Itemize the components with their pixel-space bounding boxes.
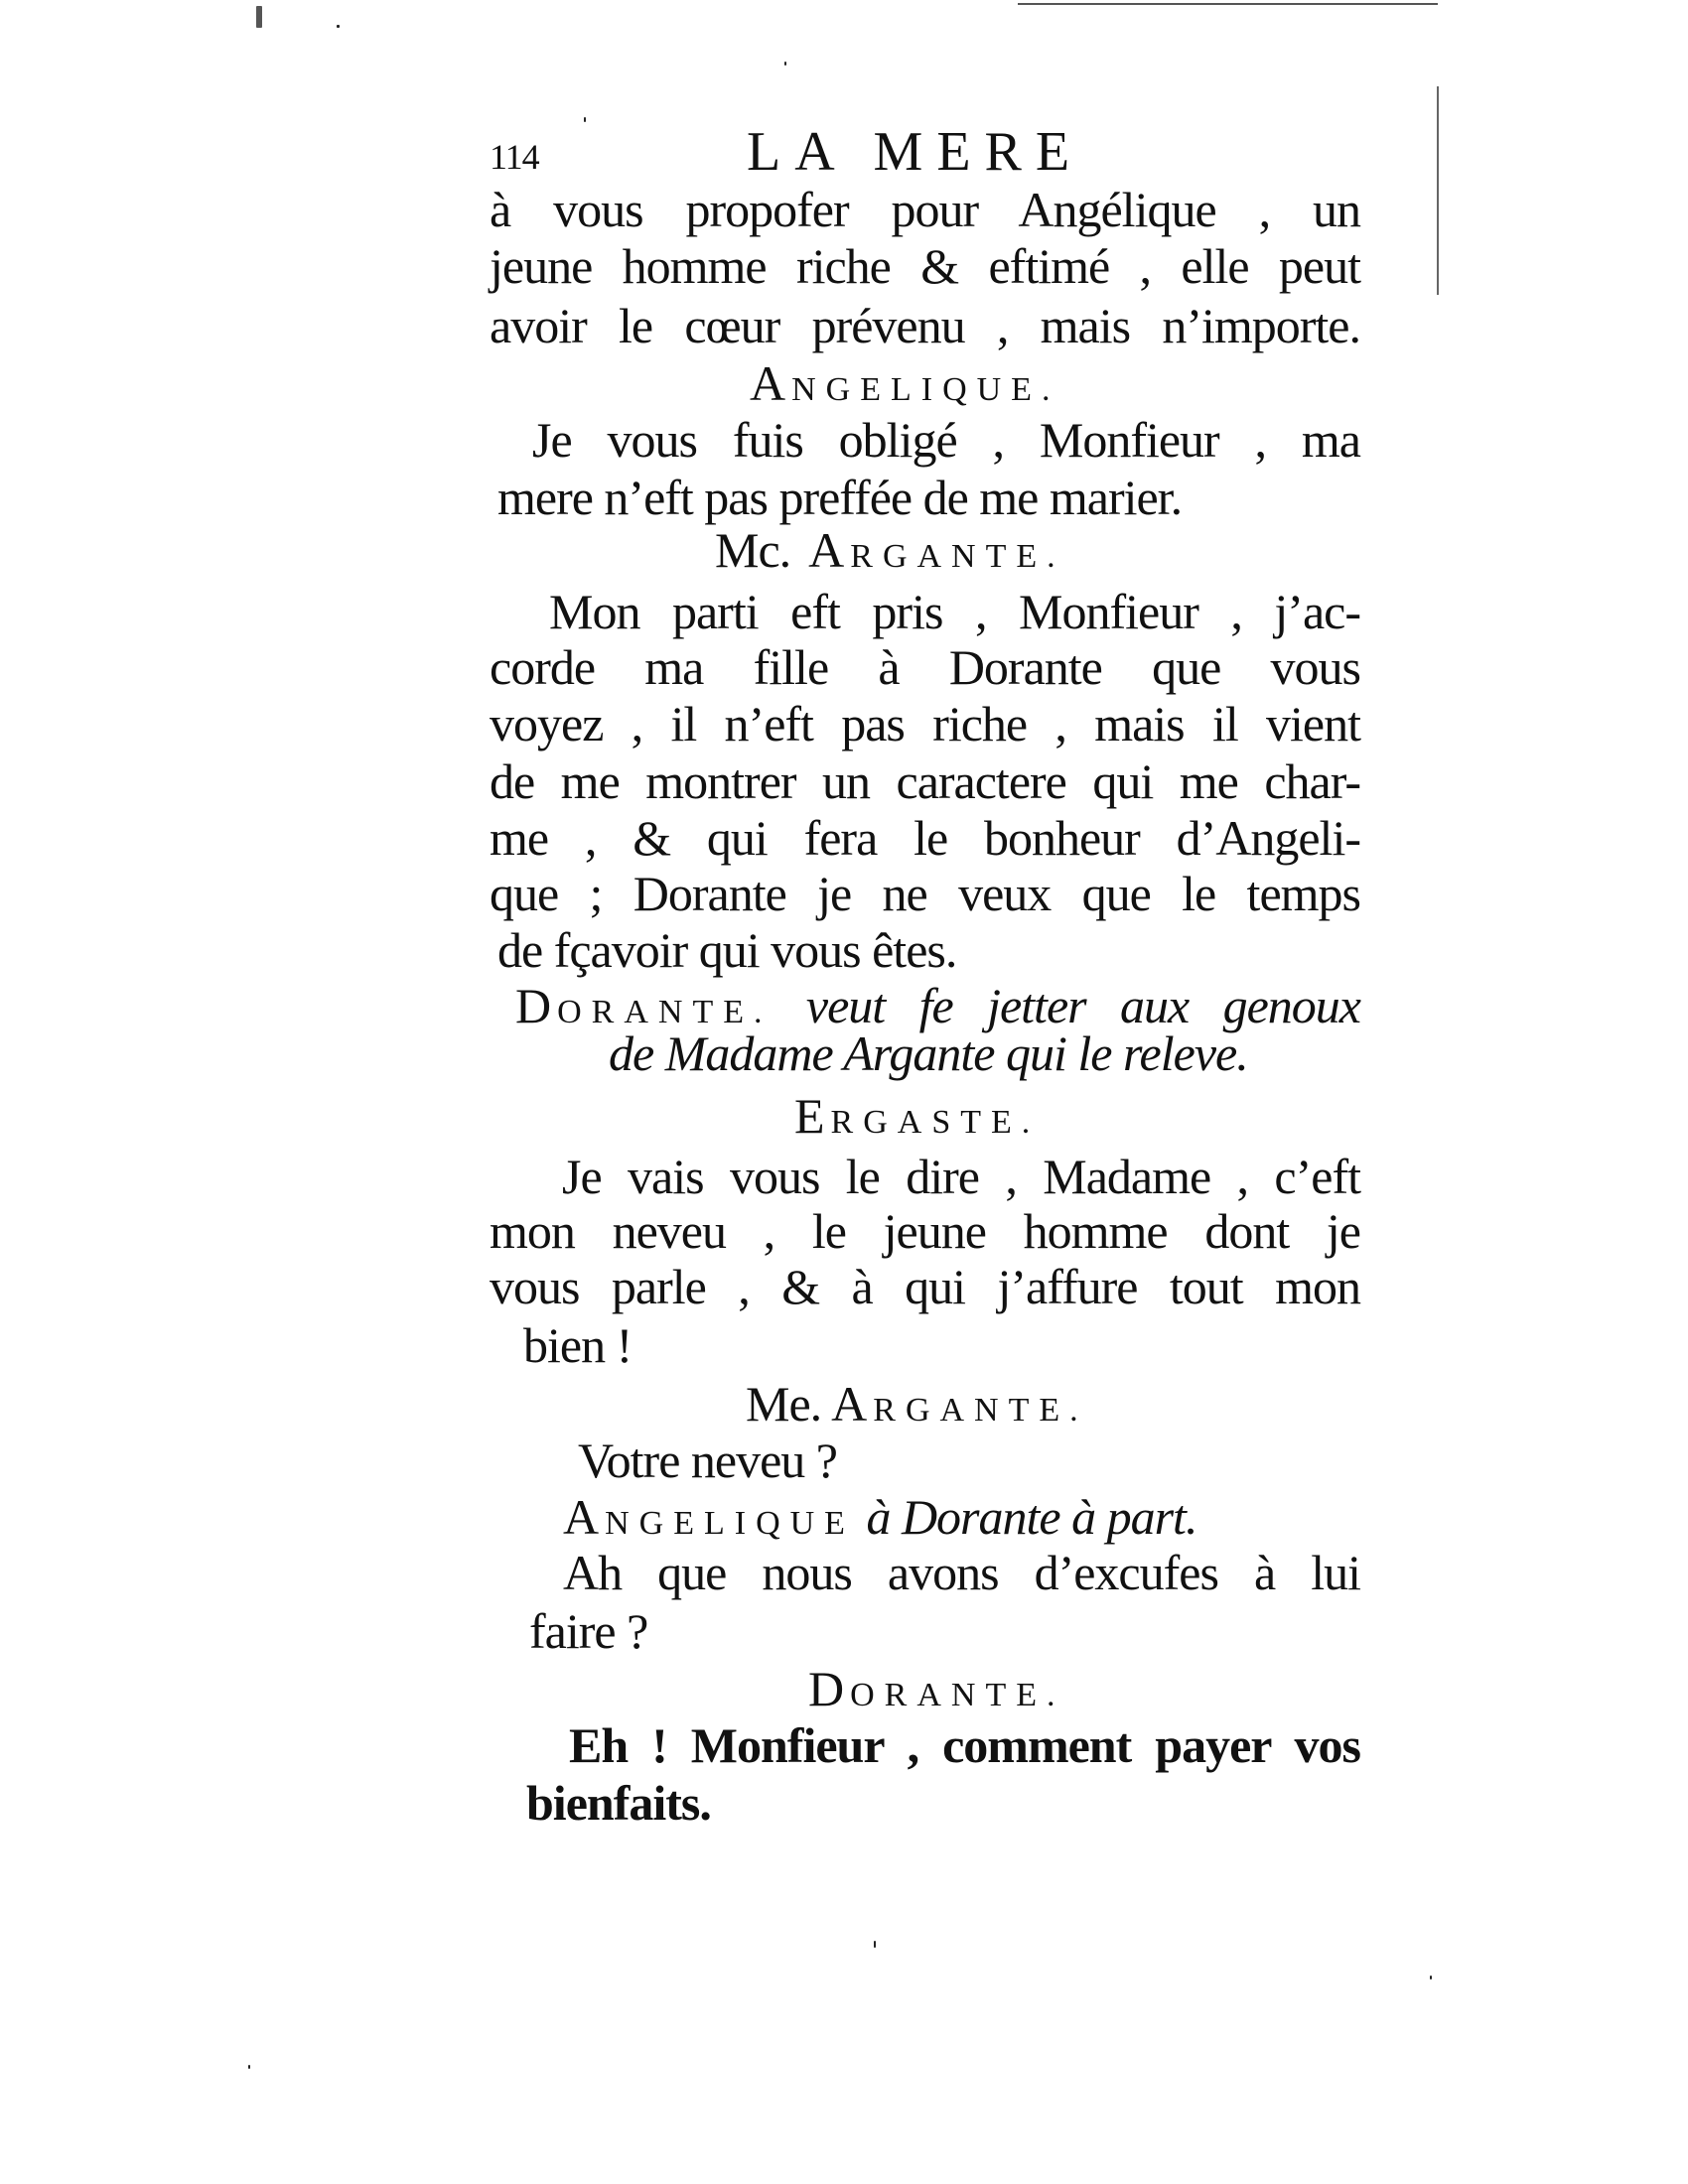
text-line: à vous propofer pour Angélique , un xyxy=(490,182,1360,237)
running-head: LA MERE xyxy=(747,121,1084,183)
speaker-name-rest: RGANTE. xyxy=(873,1392,1088,1429)
scan-speck xyxy=(248,2065,250,2069)
text-line: Votre neveu ? xyxy=(578,1433,837,1488)
speaker-heading xyxy=(715,522,1065,582)
speaker-initial: D xyxy=(808,1661,851,1716)
stage-direction xyxy=(563,1489,1197,1549)
text-line: mere n’eft pas preffée de me marier. xyxy=(497,470,1183,525)
speaker-initial: A xyxy=(808,522,851,578)
text-line: mon neveu , le jeune homme dont je xyxy=(490,1203,1360,1259)
scan-speck xyxy=(584,117,586,122)
page-edge-rule-right xyxy=(1437,86,1439,295)
text-line: faire ? xyxy=(529,1603,648,1659)
scan-speck xyxy=(256,6,262,28)
text-line: Mon parti eft pris , Monfieur , j’ac- xyxy=(549,584,1360,639)
speaker-name-rest: NGELIQUE. xyxy=(791,371,1060,408)
speaker-name-rest: ORANTE. xyxy=(850,1677,1065,1713)
speaker-title: Mc. xyxy=(715,522,791,578)
text-line: Je vais vous le dire , Madame , c’eft xyxy=(562,1149,1360,1204)
page-edge-rule-top xyxy=(1018,3,1438,5)
speaker-heading xyxy=(750,355,1060,415)
speaker-name-rest: RGASTE. xyxy=(830,1104,1041,1141)
text-line: que ; Dorante je ne veux que le temps xyxy=(490,866,1360,921)
text-line: corde ma fille à Dorante que vous xyxy=(490,639,1360,695)
speaker-heading xyxy=(808,1661,1065,1720)
text-line: de me montrer un caractere qui me char- xyxy=(490,753,1360,809)
speaker-name-rest: RGANTE. xyxy=(850,538,1065,575)
text-line: bien ! xyxy=(523,1317,633,1373)
speaker-initial: A xyxy=(831,1376,874,1432)
speaker-initial: A xyxy=(563,1489,606,1545)
text-line: me , & qui fera le bonheur d’Angeli- xyxy=(490,810,1360,866)
speaker-initial: D xyxy=(515,978,558,1033)
text-line: Ah que nous avons d’excufes à lui xyxy=(563,1545,1360,1600)
stage-direction: de Madame Argante qui le releve. xyxy=(609,1025,1248,1081)
speaker-name-rest: ORANTE. xyxy=(557,994,773,1030)
text-line: Je vous fuis obligé , Monfieur , ma xyxy=(532,412,1360,468)
speaker-title: Me. xyxy=(746,1376,822,1432)
stage-direction-text: à Dorante à part. xyxy=(866,1489,1197,1545)
scan-speck xyxy=(1430,1976,1432,1979)
speaker-initial: E xyxy=(794,1088,831,1144)
speaker-heading xyxy=(794,1088,1041,1148)
text-line: vous parle , & à qui j’affure tout mon xyxy=(490,1259,1360,1314)
page-number: 114 xyxy=(490,137,539,177)
text-line: Eh ! Monfieur , comment payer vos xyxy=(569,1717,1360,1773)
stage-direction-text: veut fe jetter aux genoux xyxy=(805,978,1360,1033)
scan-speck xyxy=(784,62,786,66)
speaker-heading xyxy=(746,1376,1088,1435)
text-line: voyez , il n’eft pas riche , mais il vient xyxy=(490,696,1360,751)
speaker-initial: A xyxy=(750,355,792,411)
text-line: avoir le cœur prévenu , mais n’importe. xyxy=(490,298,1360,353)
scan-speck xyxy=(337,25,340,28)
text-line: jeune homme riche & eftimé , elle peut xyxy=(490,238,1360,294)
text-line: bienfaits. xyxy=(526,1775,711,1831)
speaker-name-rest: NGELIQUE xyxy=(605,1505,855,1542)
text-line: de fçavoir qui vous êtes. xyxy=(497,922,957,978)
scan-speck xyxy=(874,1941,876,1948)
